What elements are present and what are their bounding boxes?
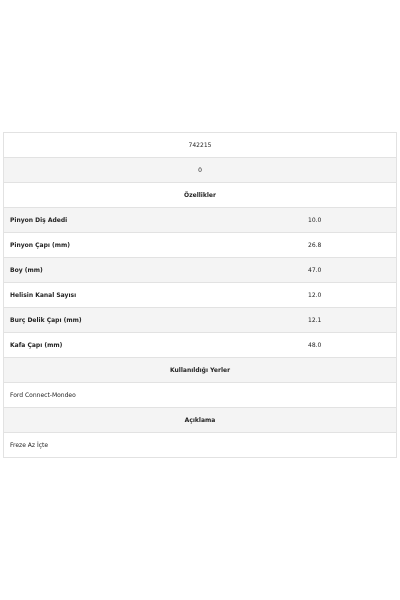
table-row (4, 258, 396, 283)
section-title-usage: Kullanıldığı Yerler (169, 366, 231, 374)
spec-table (3, 132, 397, 458)
description-text: Freze Az İçte (10, 441, 49, 449)
section-title-description: Açıklama (184, 416, 216, 424)
section-header-usage (4, 358, 396, 383)
feature-label: Helisin Kanal Sayısı (10, 291, 77, 299)
feature-label: Boy (mm) (10, 266, 43, 274)
table-row-usage (4, 383, 396, 408)
table-row (4, 333, 396, 358)
feature-value: 26.8 (308, 241, 322, 249)
usage-text: Ford Connect-Mondeo (10, 391, 76, 399)
feature-value: 48.0 (308, 341, 322, 349)
table-row (4, 208, 396, 233)
product-code: 742215 (188, 141, 212, 149)
table-row-zero (4, 158, 396, 183)
table-row-code (4, 133, 396, 158)
table-row (4, 233, 396, 258)
table-row (4, 283, 396, 308)
feature-label: Pinyon Diş Adedi (10, 216, 68, 224)
feature-label: Burç Delik Çapı (mm) (10, 316, 82, 324)
table-row (4, 308, 396, 333)
feature-value: 47.0 (308, 266, 322, 274)
feature-value: 12.0 (308, 291, 322, 299)
feature-label: Pinyon Çapı (mm) (10, 241, 70, 249)
feature-label: Kafa Çapı (mm) (10, 341, 63, 349)
feature-value: 10.0 (308, 216, 322, 224)
table-row-description (4, 433, 396, 458)
section-header-description (4, 408, 396, 433)
product-extra-value: 0 (198, 166, 202, 174)
section-title-features: Özellikler (184, 191, 216, 199)
feature-value: 12.1 (308, 316, 322, 324)
section-header-features (4, 183, 396, 208)
